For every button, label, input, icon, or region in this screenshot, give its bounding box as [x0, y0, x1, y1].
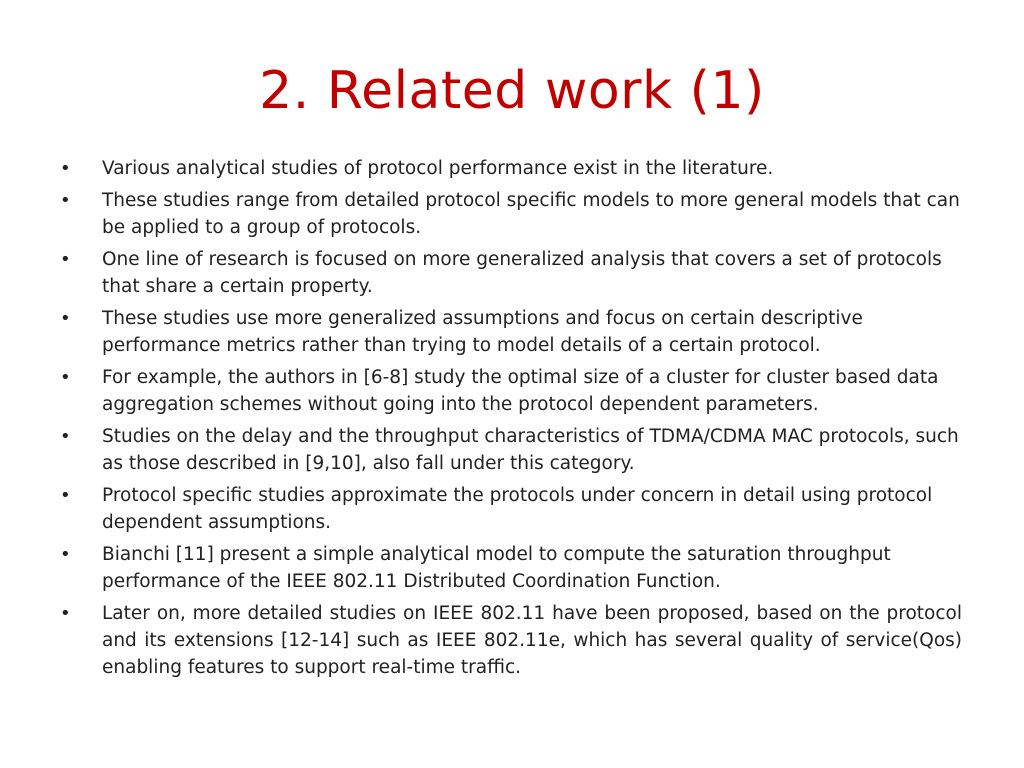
bullet-item — [58, 305, 962, 359]
slide-title: 2. Related work (1) — [259, 61, 765, 121]
bullet-item — [58, 364, 962, 418]
bullet-item — [58, 155, 962, 182]
bullet-icon: • — [60, 367, 71, 388]
bullet-text: Later on, more detailed studies on IEEE 802.11 have been proposed, based on the protocol and its extensions [12-14] such as IEEE 802.11e, which has several quality of service(Qos) enabling features to support real-time traffic. — [102, 603, 962, 678]
bullet-item — [58, 600, 962, 681]
bullet-text: One line of research is focused on more generalized analysis that covers a set of protocols that share a certain property. — [102, 249, 942, 297]
bullet-icon: • — [60, 603, 71, 624]
bullet-item — [58, 187, 962, 241]
bullet-icon: • — [60, 190, 71, 211]
bullet-text: These studies use more generalized assumptions and focus on certain descriptive performance metrics rather than trying to model details of a certain protocol. — [102, 308, 863, 356]
bullet-icon: • — [60, 485, 71, 506]
bullet-icon: • — [60, 308, 71, 329]
bullet-text: Protocol specific studies approximate the protocols under concern in detail using protocol dependent assumptions. — [102, 485, 933, 533]
bullet-text: Various analytical studies of protocol performance exist in the literature. — [102, 158, 774, 179]
bullet-icon: • — [60, 158, 71, 179]
bullet-list — [58, 155, 962, 686]
bullet-icon: • — [60, 426, 71, 447]
bullet-text: Studies on the delay and the throughput characteristics of TDMA/CDMA MAC protocols, such as those described in [9,10], also fall under this category. — [102, 426, 959, 474]
bullet-icon: • — [60, 544, 71, 565]
bullet-item — [58, 246, 962, 300]
bullet-item — [58, 423, 962, 477]
bullet-text: Bianchi [11] present a simple analytical model to compute the saturation throughput performance of the IEEE 802.11 Distributed Coordination Function. — [102, 544, 891, 592]
bullet-icon: • — [60, 249, 71, 270]
bullet-item — [58, 541, 962, 595]
bullet-text: For example, the authors in [6-8] study the optimal size of a cluster for cluster based data aggregation schemes without going into the protocol dependent parameters. — [102, 367, 939, 415]
bullet-item — [58, 482, 962, 536]
bullet-text: These studies range from detailed protocol specific models to more general models that can be applied to a group of protocols. — [102, 190, 960, 238]
